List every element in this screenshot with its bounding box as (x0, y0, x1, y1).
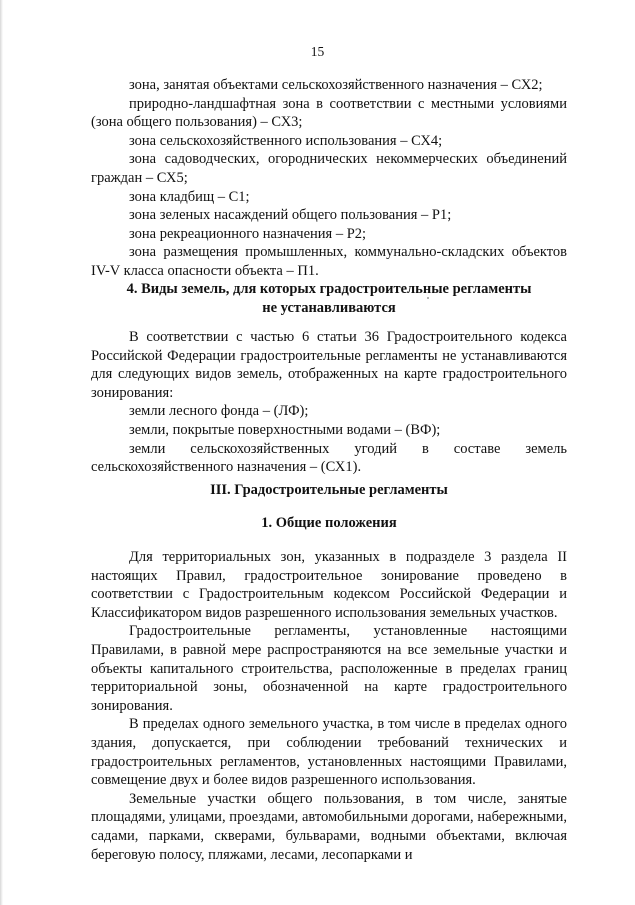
paragraph: Земельные участки общего пользования, в том числе, занятые площадями, улицами, проездами, автомобильными дорогами, набережными, садами, парками, скверами, бульварами, водными объектами, включая береговую полосу, пляжами, лесами, лесопарками и (91, 790, 567, 863)
section4-intro: В соответствии с частью 6 статьи 36 Градостроительного кодекса Российской Федерации градостроительные регламенты не устанавливаются для следующих видов земель, отображенных на карте градостроительного зонирования: (91, 329, 567, 401)
zone-item: зона зеленых насаждений общего пользования – Р1; (129, 207, 452, 224)
paragraph: В пределах одного земельного участка, в том числе в пределах одного здания, допускается, при соблюдении требований технических и градостроительных регламентов, установленных настоящими Правилами, совмещение двух и более видов разрешенного использования. (91, 716, 567, 789)
zone-item: зона садоводческих, огороднических некоммерческих объединений граждан – СХ5; (91, 151, 567, 186)
zone-item: зона размещения промышленных, коммунально-складских объектов IV-V класса опасности объекта – П1. (91, 244, 567, 279)
scan-edge-shadow (0, 0, 3, 905)
land-type-item: земли, покрытые поверхностными водами – (ВФ); (129, 421, 441, 438)
zone-item: зона кладбищ – С1; (129, 188, 250, 205)
section4-heading (91, 280, 567, 317)
paragraph: Градостроительные регламенты, установленные настоящими Правилами, в равной мере распространяются на все земельные участки и объекты капитального строительства, расположенные в пределах границ территориальной зоны, обозначенной на карте градостроительного зонирования. (91, 623, 567, 714)
section4-heading-line1: 4. Виды земель, для которых градостроительные регламенты (126, 281, 532, 297)
section4-body (91, 328, 567, 477)
zone-item: зона сельскохозяйственного использования – СХ4; (129, 132, 443, 149)
part3-heading: III. Градостроительные регламенты (210, 482, 448, 498)
page-number: 15 (310, 44, 325, 59)
land-type-item: земли сельскохозяйственных угодий в составе земель сельскохозяйственного назначения – (СХ1). (91, 440, 567, 476)
zone-item: природно-ландшафтная зона в соответствии с местными условиями (зона общего пользования) – СХ3; (91, 95, 567, 131)
section4-heading-line2: не устанавливаются (262, 299, 396, 316)
zones-list (91, 76, 567, 281)
general-provisions-heading: 1. Общие положения (261, 515, 397, 531)
land-type-item: земли лесного фонда – (ЛФ); (129, 403, 309, 420)
zone-item: зона, занятая объектами сельскохозяйственного назначения – СХ2; (129, 77, 543, 93)
paragraph: Для территориальных зон, указанных в подразделе 3 раздела II настоящих Правил, градостроительное зонирование проведено в соответствии с Градостроительным кодексом Российской Федерации и Классификатором видов разрешенного использования земельных участков. (91, 549, 567, 621)
zone-item: зона рекреационного назначения – Р2; (129, 225, 367, 242)
general-provisions-body (91, 548, 567, 864)
